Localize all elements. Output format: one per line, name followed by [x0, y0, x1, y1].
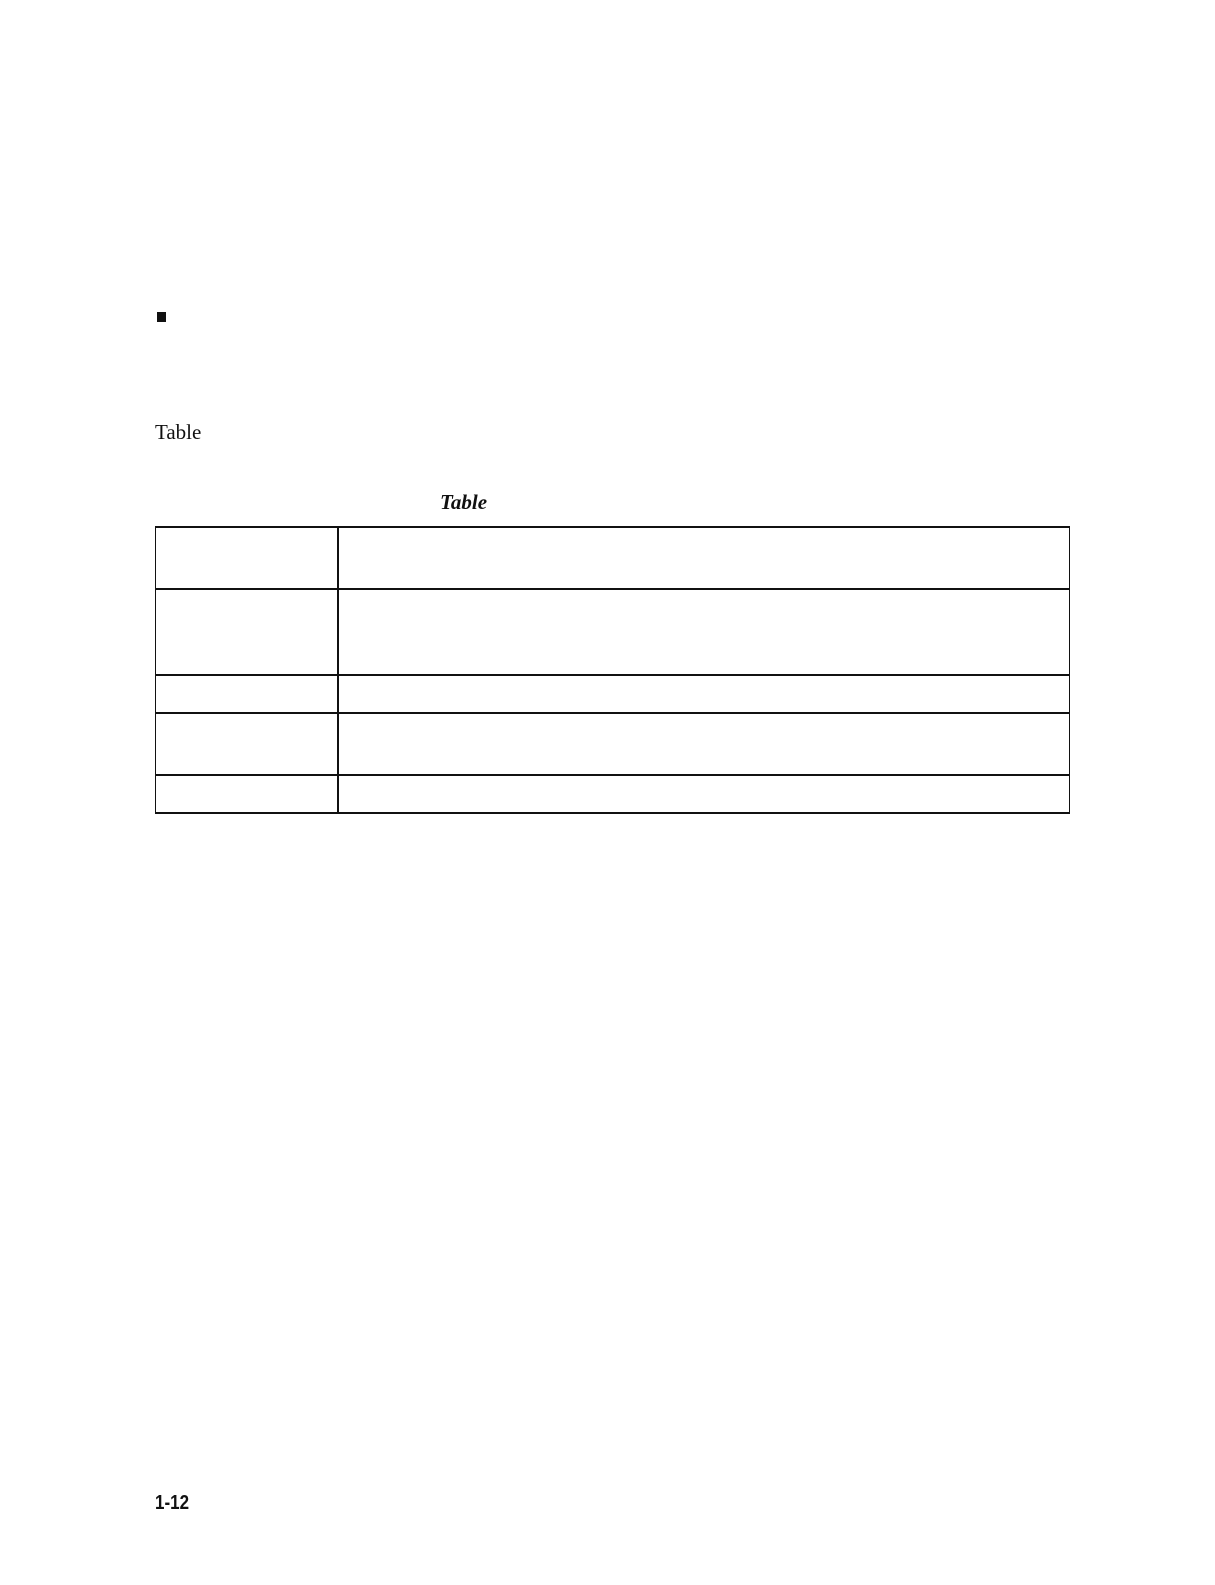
table-cell-description — [338, 775, 1070, 813]
table-cell-description — [338, 713, 1070, 775]
table-reference-text: Table — [155, 420, 202, 444]
table-cell-label — [156, 527, 338, 589]
table-cell-description — [338, 675, 1070, 713]
table-cell-label — [156, 775, 338, 813]
table-cell-label — [156, 589, 338, 675]
table-cell-description — [338, 589, 1070, 675]
table-cell-label — [156, 675, 338, 713]
table-row — [156, 527, 1070, 589]
table-cell-description — [338, 527, 1070, 589]
data-table — [155, 526, 1070, 814]
table-row — [156, 775, 1070, 813]
table-row — [156, 675, 1070, 713]
page-number: 1-12 — [155, 1492, 190, 1514]
bullet-marker — [157, 312, 166, 322]
table-cell-label — [156, 713, 338, 775]
table-caption: Table — [440, 490, 488, 514]
table-row — [156, 713, 1070, 775]
table-row — [156, 589, 1070, 675]
